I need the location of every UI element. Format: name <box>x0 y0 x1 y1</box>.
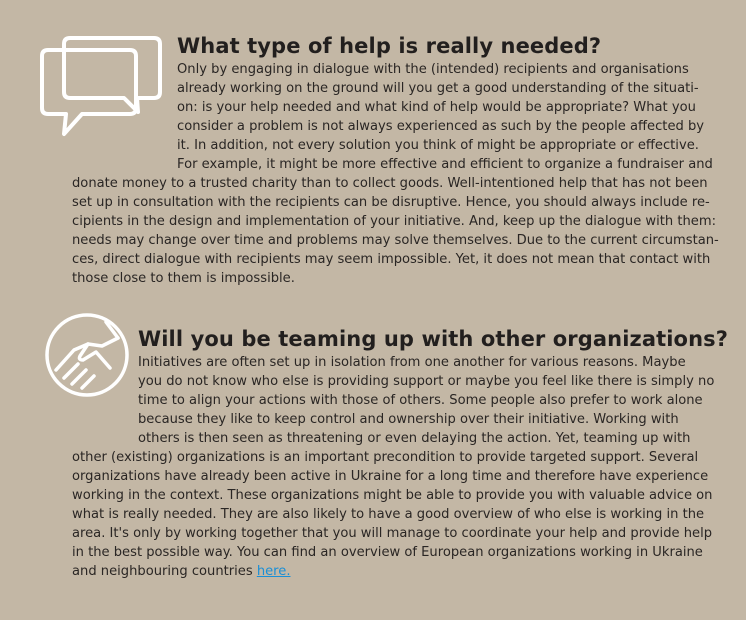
speech-bubbles-icon <box>36 30 166 140</box>
body-line: working in the context. These organizations might be able to provide you with valuable advice on <box>72 488 713 503</box>
body-text: and neighbouring countries <box>72 564 257 579</box>
handshake-icon <box>44 312 130 398</box>
body-line: you do not know who else is providing support or maybe you feel like there is simply no <box>138 374 715 389</box>
body-line: because they like to keep control and ownership over their initiative. Working with <box>138 412 679 427</box>
body-line: already working on the ground will you get a good understanding of the situati- <box>177 81 699 96</box>
body-line: in the best possible way. You can find an overview of European organizations working in Ukraine <box>72 545 703 560</box>
body-line: needs may change over time and problems may solve themselves. Due to the current circumstan- <box>72 233 719 248</box>
body-line: set up in consultation with the recipients can be disruptive. Hence, you should always include re- <box>72 195 710 210</box>
section-heading: Will you be teaming up with other organizations? <box>138 327 729 351</box>
body-line: area. It's only by working together that you will manage to coordinate your help and provide help <box>72 526 713 541</box>
body-line-last <box>72 562 291 581</box>
body-line: Initiatives are often set up in isolation from one another for various reasons. Maybe <box>138 355 686 370</box>
body-line: organizations have already been active in Ukraine for a long time and therefore have experience <box>72 469 709 484</box>
body-line: consider a problem is not always experienced as such by the people affected by <box>177 119 705 134</box>
body-line: on: is your help needed and what kind of help would be appropriate? What you <box>177 100 696 115</box>
body-line: others is then seen as threatening or even delaying the action. Yet, teaming up with <box>138 431 691 446</box>
body-line: cipients in the design and implementation of your initiative. And, keep up the dialogue with them: <box>72 214 717 229</box>
body-line: Only by engaging in dialogue with the (intended) recipients and organisations <box>177 62 689 77</box>
organizations-overview-link[interactable]: here. <box>256 564 291 579</box>
body-line: For example, it might be more effective and efficient to organize a fundraiser and <box>177 157 713 172</box>
body-line: time to align your actions with those of others. Some people also prefer to work alone <box>138 393 703 408</box>
section-heading: What type of help is really needed? <box>177 34 602 58</box>
body-line: what is really needed. They are also likely to have a good overview of who else is working in the <box>72 507 705 522</box>
body-line: it. In addition, not every solution you think of might be appropriate or effective. <box>177 138 699 153</box>
body-line: ces, direct dialogue with recipients may seem impossible. Yet, it does not mean that contact with <box>72 252 711 267</box>
body-line: those close to them is impossible. <box>72 271 295 286</box>
body-line: donate money to a trusted charity than to collect goods. Well-intentioned help that has not been <box>72 176 708 191</box>
body-line: other (existing) organizations is an important precondition to provide targeted support. Several <box>72 450 699 465</box>
